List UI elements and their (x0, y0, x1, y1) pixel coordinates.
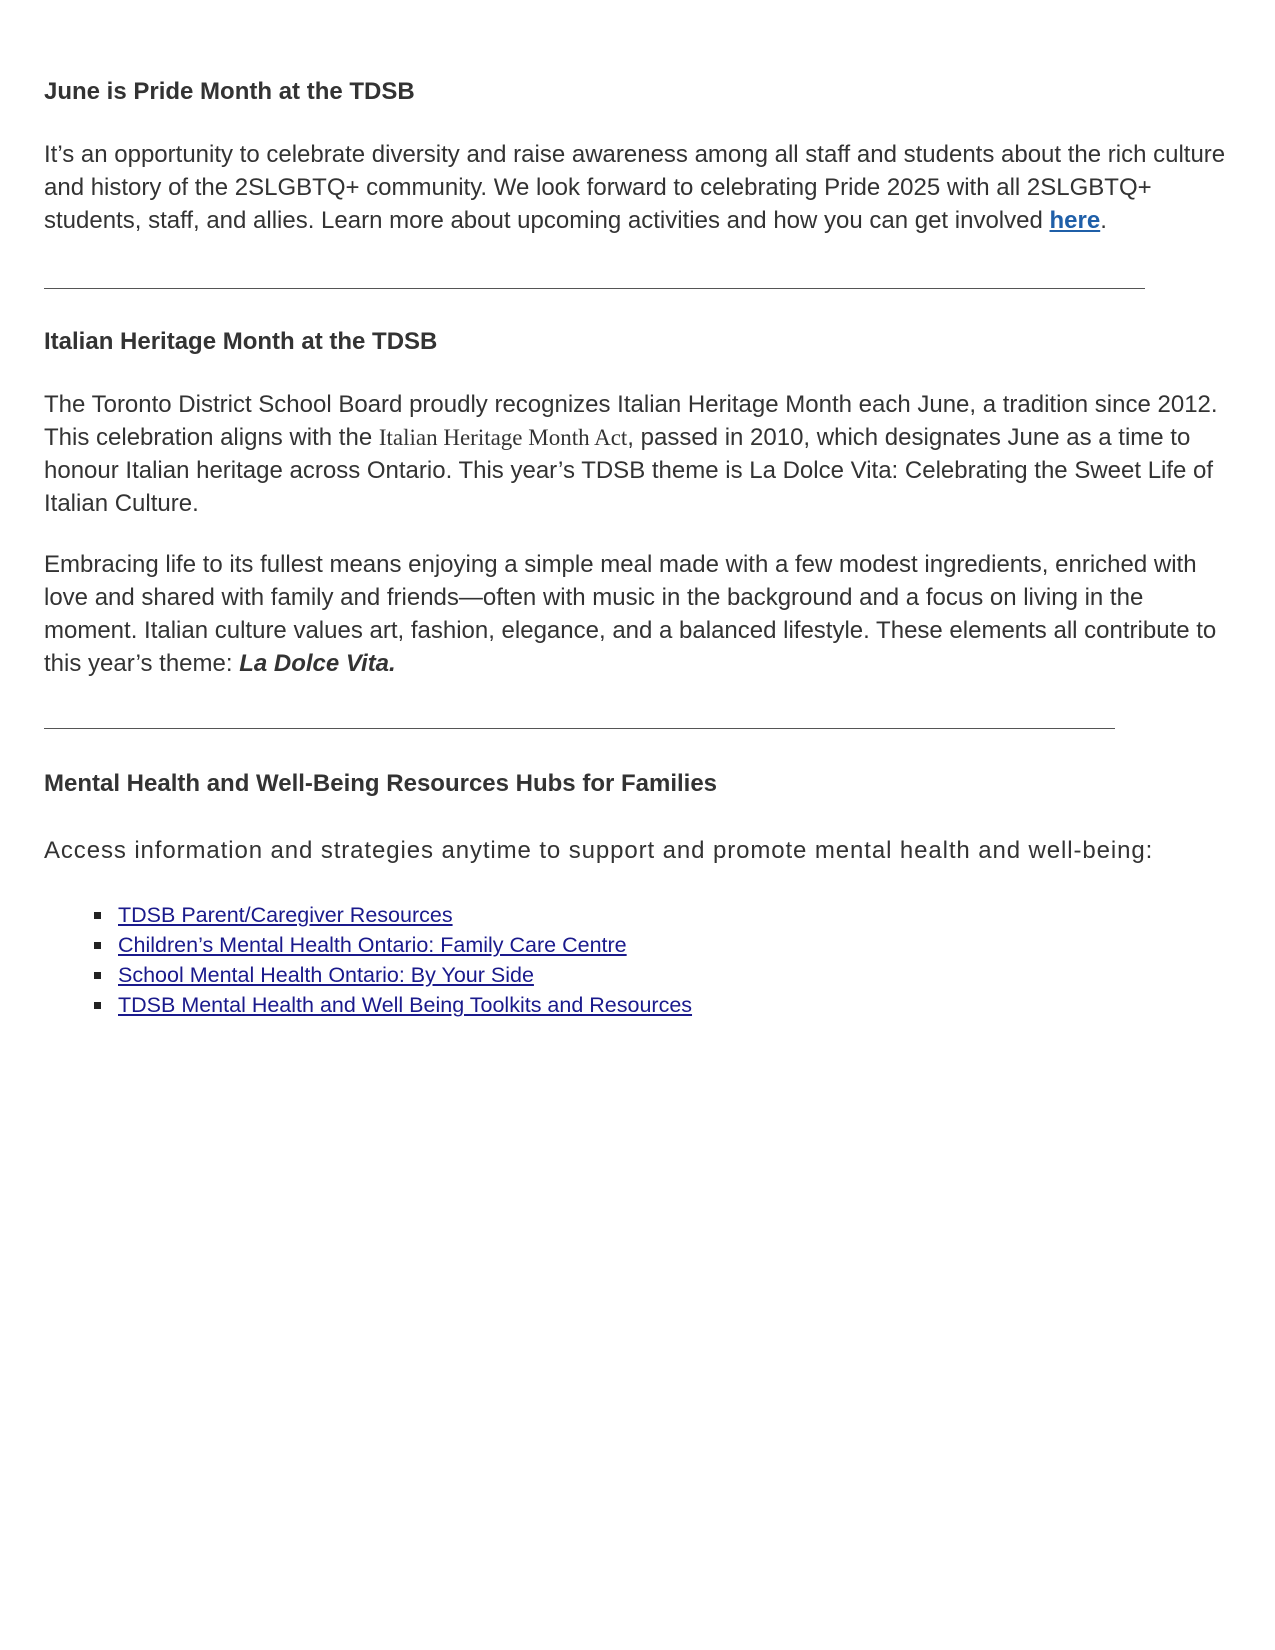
pride-line-3-period: . (1100, 207, 1107, 234)
by-your-side-link[interactable]: School Mental Health Ontario: By Your Side (118, 963, 534, 987)
list-item (94, 900, 692, 930)
parent-caregiver-resources-link[interactable]: TDSB Parent/Caregiver Resources (118, 903, 453, 927)
pride-line-3 (44, 204, 1269, 237)
list-item (94, 990, 692, 1020)
italian-p2-line-3: moment. Italian culture values art, fashion, elegance, and a balanced lifestyle. These elements all contribute to (44, 617, 1217, 644)
italian-p1-line-2 (44, 421, 1269, 454)
pride-here-link[interactable]: here (1049, 207, 1101, 234)
mental-health-heading: Mental Health and Well-Being Resources Hubs for Families (44, 770, 718, 797)
la-dolce-vita-theme: La Dolce Vita. (239, 650, 396, 677)
italian-paragraph-1 (44, 388, 1269, 520)
pride-line-1: It’s an opportunity to celebrate diversity and raise awareness among all staff and students about the rich culture (44, 141, 1226, 168)
list-item (94, 960, 692, 990)
square-bullet-icon (94, 912, 101, 919)
italian-p2-line-1: Embracing life to its fullest means enjoying a simple meal made with a few modest ingredients, enriched with (44, 551, 1197, 578)
pride-paragraph (44, 138, 1269, 237)
italian-p2-line-2: love and shared with family and friends—often with music in the background and a focus on living in the (44, 584, 1144, 611)
mental-health-intro: Access information and strategies anytime to support and promote mental health and well-being: (44, 837, 1154, 864)
pride-heading: June is Pride Month at the TDSB (44, 78, 415, 105)
italian-heading: Italian Heritage Month at the TDSB (44, 328, 438, 355)
italian-p1-line-1: The Toronto District School Board proudly recognizes Italian Heritage Month each June, a tradition since 2012. (44, 391, 1218, 418)
pride-line-2: and history of the 2SLGBTQ+ community. We look forward to celebrating Pride 2025 with all 2SLGBTQ+ (44, 174, 1152, 201)
family-care-centre-link[interactable]: Children’s Mental Health Ontario: Family Care Centre (118, 933, 627, 957)
section-divider-2 (44, 728, 1115, 729)
square-bullet-icon (94, 942, 101, 949)
toolkits-resources-link[interactable]: TDSB Mental Health and Well Being Toolkits and Resources (118, 993, 693, 1017)
italian-p2-line-4 (44, 647, 1269, 680)
italian-p1-line-3: honour Italian heritage across Ontario. This year’s TDSB theme is La Dolce Vita: Celebrating the Sweet Life of (44, 457, 1214, 484)
italian-paragraph-2 (44, 548, 1269, 680)
italian-p1-line-2-end: , passed in 2010, which designates June as a time to (627, 424, 1191, 451)
italian-p2-line-4-text: this year’s theme: (44, 650, 240, 677)
square-bullet-icon (94, 1002, 101, 1009)
section-divider-1 (44, 288, 1145, 289)
italian-p1-line-4: Italian Culture. (44, 490, 199, 517)
square-bullet-icon (94, 972, 101, 979)
italian-heritage-act-title: Italian Heritage Month Act (378, 425, 628, 450)
list-item (94, 930, 692, 960)
pride-line-3-text: students, staff, and allies. Learn more about upcoming activities and how you can get involved (44, 207, 1050, 234)
italian-p1-line-2-start: This celebration aligns with the (44, 424, 379, 451)
resource-link-list (94, 900, 692, 1020)
